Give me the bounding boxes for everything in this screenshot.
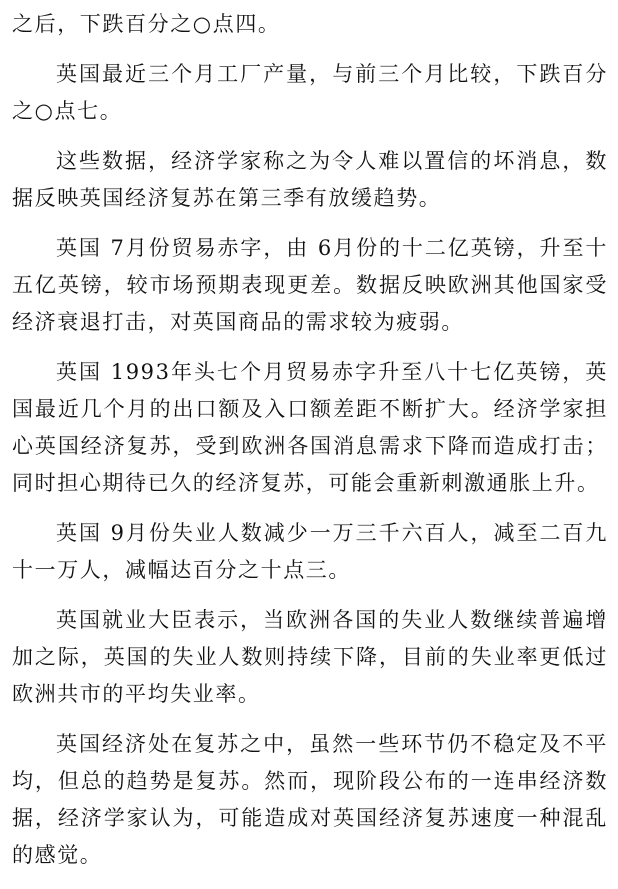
paragraph-1: 之后，下跌百分之○点四。 [12, 12, 281, 36]
paragraph-2: 英国最近三个月工厂产量，与前三个月比较，下跌百分之○点七。 [12, 62, 608, 123]
paragraph-4: 英国 7月份贸易赤字，由 6月份的十二亿英镑，升至十五亿英镑，较市场预期表现更差。数据反映欧洲其他国家受经济衰退打击，对英国商品的需求较为疲弱。 [12, 236, 608, 334]
paragraph-3: 这些数据，经济学家称之为令人难以置信的坏消息，数据反映英国经济复苏在第三季有放缓趋势。 [12, 149, 608, 210]
paragraph-8: 英国经济处在复苏之中，虽然一些环节仍不稳定及不平均，但总的趋势是复苏。然而，现阶段公布的一连串经济数据，经济学家认为，可能造成对英国经济复苏速度一种混乱的感觉。 [12, 732, 608, 867]
paragraph-5: 英国 1993年头七个月贸易赤字升至八十七亿英镑，英国最近几个月的出口额及入口额差距不断扩大。经济学家担心英国经济复苏，受到欧洲各国消息需求下降而造成打击；同时担心期待已久的经济复苏，可能会重新刺激通胀上升。 [12, 360, 608, 495]
paragraph-7: 英国就业大臣表示，当欧洲各国的失业人数继续普遍增加之际，英国的失业人数则持续下降，目前的失业率更低过欧洲共市的平均失业率。 [12, 608, 608, 706]
paragraph-6: 英国 9月份失业人数减少一万三千六百人，减至二百九十一万人，减幅达百分之十点三。 [12, 521, 608, 582]
